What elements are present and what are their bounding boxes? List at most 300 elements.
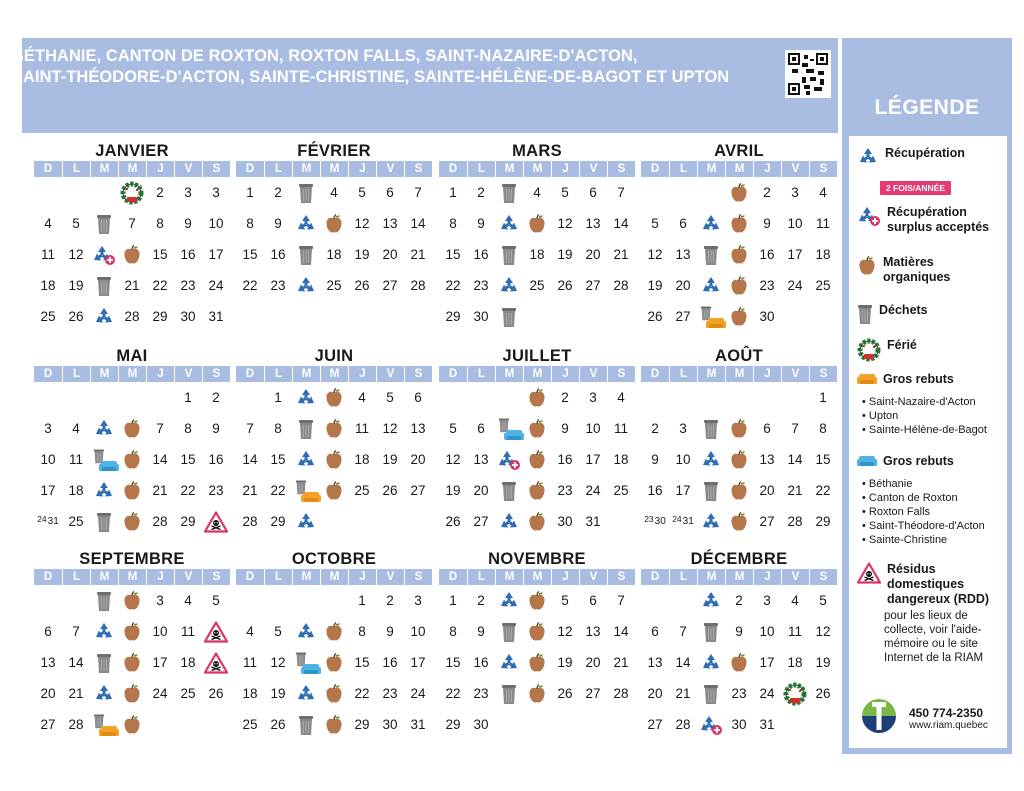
weekday-label: L <box>467 569 495 585</box>
trash-bin-icon <box>857 303 873 330</box>
day-number: 25 <box>40 309 56 324</box>
day-cell <box>495 177 523 208</box>
day-cell <box>202 382 230 413</box>
weekday-label: D <box>43 163 53 175</box>
recycling-icon <box>498 511 520 533</box>
day-cell <box>697 444 725 475</box>
day-cell <box>753 678 781 709</box>
day-number: 10 <box>40 452 56 467</box>
day-number: 18 <box>68 483 84 498</box>
weekday-label: J <box>348 161 376 177</box>
day-number: 6 <box>763 421 771 436</box>
day-number: 18 <box>529 247 545 262</box>
day-cell <box>264 382 292 413</box>
day-cell <box>174 301 202 332</box>
day-cell <box>292 413 320 444</box>
day-cell <box>404 709 432 740</box>
day-cell <box>236 616 264 647</box>
day-cell <box>551 678 579 709</box>
empty-cell <box>697 177 725 208</box>
day-number: 3 <box>791 185 799 200</box>
day-number: 7 <box>156 421 164 436</box>
recycling-icon <box>295 213 317 235</box>
recycling-icon <box>498 213 520 235</box>
day-number: 21 <box>152 483 168 498</box>
recycling-icon <box>93 621 115 643</box>
weekday-label: M <box>292 161 320 177</box>
month-days-grid <box>439 382 635 537</box>
empty-cell <box>551 709 579 740</box>
weekday-label: V <box>174 569 202 585</box>
trash-bin-icon <box>501 480 517 502</box>
empty-cell <box>90 177 118 208</box>
orange-places-list <box>862 395 987 437</box>
day-cell <box>264 208 292 239</box>
empty-cell <box>523 709 551 740</box>
recycling-icon <box>498 590 520 612</box>
recycling-icon <box>700 275 722 297</box>
day-cell <box>34 208 62 239</box>
weekday-header <box>439 366 635 382</box>
legend-rdd-line2: domestiques <box>887 577 965 591</box>
day-number: 6 <box>589 185 597 200</box>
day-number: 29 <box>354 717 370 732</box>
weekday-label: V <box>174 366 202 382</box>
day-cell <box>551 239 579 270</box>
day-cell <box>753 208 781 239</box>
holiday-wreath-icon <box>120 181 144 205</box>
empty-cell <box>439 382 467 413</box>
day-number: 20 <box>382 247 398 262</box>
day-cell <box>90 270 118 301</box>
day-cell <box>781 475 809 506</box>
empty-cell <box>579 709 607 740</box>
day-cell <box>90 208 118 239</box>
day-cell <box>697 585 725 616</box>
day-number: 10 <box>759 624 775 639</box>
recycling-icon <box>93 306 115 328</box>
weekday-label: M <box>697 569 725 585</box>
day-cell <box>523 616 551 647</box>
weekday-label: J <box>753 366 781 382</box>
day-number: 1 <box>358 593 366 608</box>
day-number: 29 <box>445 309 461 324</box>
day-cell <box>292 678 320 709</box>
day-cell <box>292 647 320 678</box>
day-cell <box>669 239 697 270</box>
day-cell <box>641 678 669 709</box>
day-number: 12 <box>68 247 84 262</box>
day-number: 21 <box>787 483 803 498</box>
day-number: 10 <box>675 452 691 467</box>
day-cell <box>697 506 725 537</box>
weekday-header <box>34 569 230 585</box>
day-number: 2 <box>477 185 485 200</box>
day-number: 7 <box>246 421 254 436</box>
day-number: 23 <box>473 686 489 701</box>
day-number: 23 <box>382 686 398 701</box>
day-number: 29 <box>815 514 831 529</box>
day-cell <box>523 475 551 506</box>
day-number: 23 <box>759 278 775 293</box>
day-cell <box>118 647 146 678</box>
month-3 <box>641 141 837 332</box>
empty-cell <box>34 177 62 208</box>
day-number: 22 <box>354 686 370 701</box>
trash-and-bulky-blue-icon <box>498 417 520 441</box>
day-number: 31 <box>208 309 224 324</box>
month-8 <box>34 549 230 740</box>
recycling-icon <box>700 511 722 533</box>
day-cell <box>781 585 809 616</box>
day-cell <box>607 678 635 709</box>
trash-bin-icon <box>298 244 314 266</box>
day-cell <box>467 208 495 239</box>
day-number-extra: 30 <box>654 516 666 527</box>
day-cell <box>62 301 90 332</box>
day-cell <box>174 678 202 709</box>
organic-apple-icon <box>324 652 344 674</box>
empty-cell <box>236 585 264 616</box>
day-number: 19 <box>557 247 573 262</box>
hazard-skull-icon <box>204 621 228 643</box>
day-cell <box>90 616 118 647</box>
day-number: 9 <box>386 624 394 639</box>
weekday-label: S <box>809 366 837 382</box>
day-cell <box>320 616 348 647</box>
day-cell <box>607 270 635 301</box>
day-cell <box>607 647 635 678</box>
empty-cell <box>579 301 607 332</box>
day-cell <box>809 413 837 444</box>
day-number: 18 <box>787 655 803 670</box>
day-number: 26 <box>270 717 286 732</box>
day-number: 26 <box>208 686 224 701</box>
day-number: 17 <box>759 655 775 670</box>
holiday-wreath-icon <box>783 682 807 706</box>
organic-apple-icon <box>527 683 547 705</box>
day-number: 21 <box>124 278 140 293</box>
recycling-surplus-icon <box>857 205 881 232</box>
day-number: 23 <box>208 483 224 498</box>
day-number: 5 <box>72 216 80 231</box>
riam-logo-icon <box>857 694 901 743</box>
day-number: 3 <box>156 593 164 608</box>
empty-cell <box>62 382 90 413</box>
day-number: 26 <box>647 309 663 324</box>
day-number: 7 <box>128 216 136 231</box>
month-days-grid <box>641 382 837 537</box>
organic-apple-icon <box>324 418 344 440</box>
trash-and-bulky-orange-icon <box>93 713 115 737</box>
day-cell <box>320 709 348 740</box>
day-cell <box>146 616 174 647</box>
day-cell <box>523 270 551 301</box>
day-cell <box>495 678 523 709</box>
day-cell <box>118 678 146 709</box>
day-number: 23 <box>731 686 747 701</box>
weekday-label: D <box>650 571 660 583</box>
empty-cell <box>781 709 809 740</box>
day-number: 2 <box>274 185 282 200</box>
weekday-label: L <box>62 366 90 382</box>
month-name: OCTOBRE <box>291 550 377 568</box>
blue-place: • Canton de Roxton <box>862 491 985 505</box>
weekday-header <box>34 161 230 177</box>
organic-apple-icon <box>324 480 344 502</box>
day-cell <box>579 506 607 537</box>
weekday-label: D <box>245 163 255 175</box>
day-cell <box>781 177 809 208</box>
day-cell <box>376 239 404 270</box>
day-cell <box>146 678 174 709</box>
weekday-label: L <box>467 161 495 177</box>
weekday-label: V <box>174 161 202 177</box>
day-cell <box>118 301 146 332</box>
month-days-grid <box>439 177 635 332</box>
day-cell <box>62 239 90 270</box>
recycling-icon <box>700 213 722 235</box>
legend-title: LÉGENDE <box>874 96 980 119</box>
day-cell <box>264 444 292 475</box>
legend-rdd-line1: Résidus <box>887 562 936 576</box>
legend-gros-rebuts-orange <box>857 372 954 391</box>
day-cell <box>579 270 607 301</box>
day-number: 6 <box>651 624 659 639</box>
day-cell <box>669 270 697 301</box>
day-cell <box>579 208 607 239</box>
day-number: 18 <box>180 655 196 670</box>
weekday-label: L <box>669 161 697 177</box>
day-cell <box>264 647 292 678</box>
day-cell <box>264 413 292 444</box>
day-cell <box>90 239 118 270</box>
day-cell <box>404 177 432 208</box>
empty-cell <box>523 301 551 332</box>
day-number: 26 <box>557 686 573 701</box>
day-number: 8 <box>358 624 366 639</box>
day-cell <box>376 208 404 239</box>
day-number: 12 <box>382 421 398 436</box>
day-number: 8 <box>449 216 457 231</box>
month-11 <box>641 549 837 740</box>
weekday-label: D <box>448 368 458 380</box>
day-cell <box>292 270 320 301</box>
day-number: 24 <box>152 686 168 701</box>
day-cell <box>607 177 635 208</box>
day-cell <box>34 413 62 444</box>
weekday-label: J <box>753 569 781 585</box>
day-number: 13 <box>585 216 601 231</box>
riam-website-link[interactable]: www.riam.quebec <box>909 720 988 731</box>
weekday-label: M <box>523 569 551 585</box>
trash-bin-icon <box>298 418 314 440</box>
day-number: 17 <box>152 655 168 670</box>
recycling-icon <box>295 683 317 705</box>
weekday-label: M <box>725 366 753 382</box>
day-number: 20 <box>759 483 775 498</box>
organic-apple-icon <box>527 480 547 502</box>
day-number: 7 <box>791 421 799 436</box>
day-cell <box>467 709 495 740</box>
trash-bin-icon <box>501 683 517 705</box>
day-cell <box>292 506 320 537</box>
day-number: 10 <box>787 216 803 231</box>
day-number: 21 <box>613 247 629 262</box>
day-number: 7 <box>617 185 625 200</box>
day-number: 9 <box>477 624 485 639</box>
day-cell <box>669 413 697 444</box>
day-cell <box>753 647 781 678</box>
day-cell <box>236 506 264 537</box>
organic-apple-icon <box>122 714 142 736</box>
day-cell <box>348 413 376 444</box>
empty-cell <box>467 382 495 413</box>
day-number: 22 <box>180 483 196 498</box>
organic-apple-icon <box>729 480 749 502</box>
day-number: 8 <box>184 421 192 436</box>
empty-cell <box>669 177 697 208</box>
day-cell <box>34 444 62 475</box>
weekday-label: M <box>697 366 725 382</box>
day-number: 16 <box>759 247 775 262</box>
weekday-header <box>34 366 230 382</box>
day-cell <box>376 678 404 709</box>
empty-cell <box>641 585 669 616</box>
legend-recuperation <box>857 146 965 173</box>
day-number: 5 <box>212 593 220 608</box>
day-number: 14 <box>613 624 629 639</box>
weekday-label: V <box>579 161 607 177</box>
day-number: 14 <box>68 655 84 670</box>
day-cell <box>202 475 230 506</box>
day-cell <box>404 616 432 647</box>
day-number: 7 <box>679 624 687 639</box>
day-cell <box>725 270 753 301</box>
day-cell <box>725 413 753 444</box>
empty-cell <box>90 382 118 413</box>
blue-place: • Béthanie <box>862 477 985 491</box>
day-number: 25 <box>529 278 545 293</box>
day-number: 5 <box>449 421 457 436</box>
day-cell <box>236 239 264 270</box>
day-number: 27 <box>382 278 398 293</box>
day-cell <box>725 678 753 709</box>
empty-cell <box>781 301 809 332</box>
weekday-label: M <box>292 569 320 585</box>
day-cell <box>34 616 62 647</box>
weekday-label: S <box>809 161 837 177</box>
empty-cell <box>376 506 404 537</box>
day-number: 26 <box>557 278 573 293</box>
empty-cell <box>495 382 523 413</box>
day-cell <box>118 208 146 239</box>
trash-bin-icon <box>703 683 719 705</box>
day-number: 20 <box>585 247 601 262</box>
day-cell <box>118 709 146 740</box>
day-number: 28 <box>242 514 258 529</box>
day-cell <box>174 239 202 270</box>
month-name: DÉCEMBRE <box>690 550 788 568</box>
organic-apple-icon <box>122 621 142 643</box>
day-cell <box>202 177 230 208</box>
month-days-grid <box>641 177 837 332</box>
trash-and-bulky-blue-icon <box>93 448 115 472</box>
day-number: 4 <box>617 390 625 405</box>
day-cell <box>697 413 725 444</box>
day-number: 27 <box>675 309 691 324</box>
day-cell <box>202 444 230 475</box>
day-number: 4 <box>330 185 338 200</box>
day-cell <box>439 709 467 740</box>
day-number: 23 <box>557 483 573 498</box>
organic-apple-icon <box>527 449 547 471</box>
day-number: 25 <box>815 278 831 293</box>
organic-apple-icon <box>122 511 142 533</box>
month-7 <box>641 346 837 537</box>
day-cell <box>174 270 202 301</box>
day-number: 27 <box>585 686 601 701</box>
day-number: 9 <box>274 216 282 231</box>
riam-phone[interactable]: 450 774-2350 <box>909 706 984 720</box>
day-cell <box>236 270 264 301</box>
day-cell <box>292 177 320 208</box>
day-number: 11 <box>815 216 830 231</box>
day-cell <box>607 475 635 506</box>
day-cell <box>174 208 202 239</box>
day-number: 8 <box>449 624 457 639</box>
day-number: 3 <box>44 421 52 436</box>
day-number: 2 <box>735 593 743 608</box>
day-number: 11 <box>354 421 369 436</box>
day-number: 28 <box>152 514 168 529</box>
day-cell <box>551 413 579 444</box>
day-cell <box>439 475 467 506</box>
organic-apple-icon <box>324 683 344 705</box>
day-number: 1 <box>819 390 827 405</box>
trash-bin-icon <box>703 621 719 643</box>
day-cell <box>90 506 118 537</box>
day-number: 31 <box>759 717 775 732</box>
day-cell <box>320 239 348 270</box>
day-cell <box>146 585 174 616</box>
day-cell <box>404 239 432 270</box>
day-number: 5 <box>561 593 569 608</box>
weekday-label: V <box>781 161 809 177</box>
day-number: 8 <box>156 216 164 231</box>
day-number: 29 <box>270 514 286 529</box>
day-cell <box>348 239 376 270</box>
organic-apple-icon <box>527 621 547 643</box>
day-cell <box>146 208 174 239</box>
weekday-label: V <box>781 569 809 585</box>
day-cell <box>781 444 809 475</box>
trash-and-bulky-blue-icon <box>295 651 317 675</box>
day-number: 15 <box>354 655 370 670</box>
day-cell <box>320 382 348 413</box>
organic-apple-icon <box>527 590 547 612</box>
day-cell <box>146 506 174 537</box>
weekday-label: D <box>650 163 660 175</box>
qr-code-icon[interactable] <box>785 50 831 98</box>
orange-place: • Saint-Nazaire-d'Acton <box>862 395 987 409</box>
day-cell <box>348 208 376 239</box>
day-number: 2 <box>386 593 394 608</box>
organic-apple-icon <box>122 244 142 266</box>
organic-apple-icon <box>527 511 547 533</box>
day-number: 13 <box>40 655 56 670</box>
empty-cell <box>607 301 635 332</box>
